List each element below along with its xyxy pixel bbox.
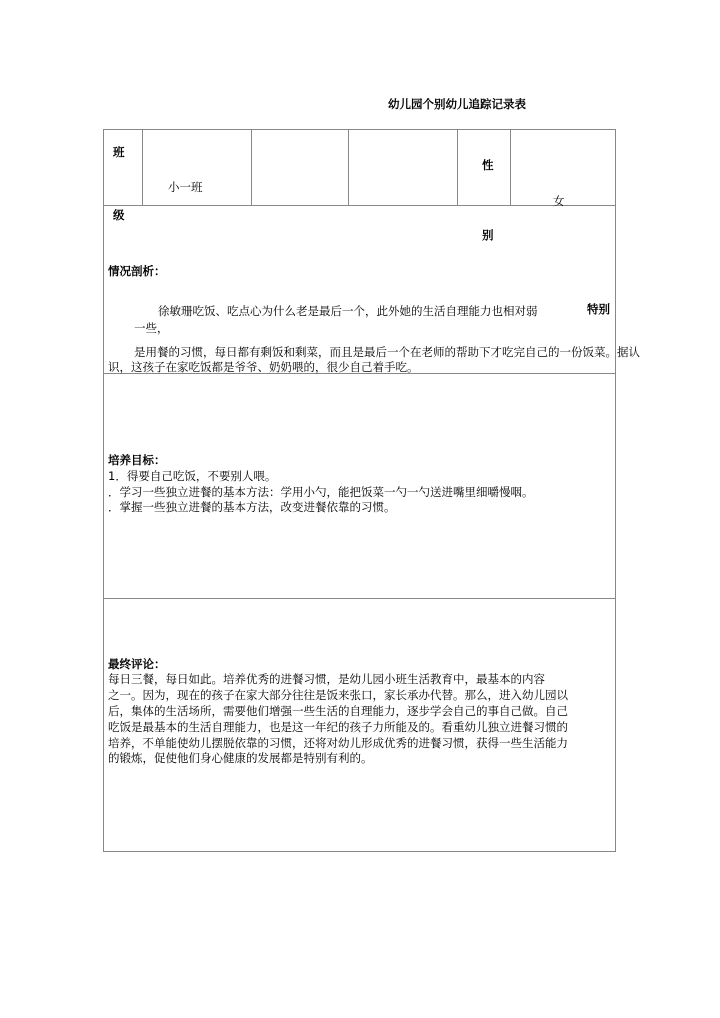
final-line: 后，集体的生活场所，需要他们增强一些生活的自理能力，逐步学会自己的事自己做。自己 xyxy=(108,704,568,718)
final-line: 每日三餐，每日如此。培养优秀的进餐习惯，是幼儿园小班生活教育中，最基本的内容 xyxy=(108,672,545,686)
table-border xyxy=(510,129,511,205)
goal-item: 1．得要自己吃饭，不要别人喂。 xyxy=(108,469,277,483)
goal-item: ．掌握一些独立进餐的基本方法，改变进餐依靠的习惯。 xyxy=(108,500,396,514)
final-line: 的锻炼，促使他们身心健康的发展都是特别有利的。 xyxy=(108,751,373,765)
table-border xyxy=(103,129,616,130)
table-border xyxy=(103,205,616,206)
table-border xyxy=(103,598,616,599)
class-label: 班 xyxy=(113,145,125,159)
final-heading: 最终评论： xyxy=(108,657,166,671)
goal-item: ．学习一些独立进餐的基本方法：学用小勺，能把饭菜一勺一勺送进嘴里细嚼慢咽。 xyxy=(108,485,534,499)
table-border xyxy=(103,851,616,852)
table-border xyxy=(142,129,143,205)
table-border xyxy=(251,129,252,205)
analysis-line: 徐敏珊吃饭、吃点心为什么老是最后一个，此外她的生活自理能力也相对弱 xyxy=(158,304,538,318)
final-line: 培养，不单能使幼儿摆脱依靠的习惯，还将对幼儿形成优秀的进餐习惯，获得一些生活能力 xyxy=(108,736,568,750)
analysis-line: 是用餐的习惯，每日都有剩饭和剩菜，而且是最后一个在老师的帮助下才吃完自己的一份饭菜。据认 xyxy=(134,345,640,359)
goals-heading: 培养目标： xyxy=(108,453,166,467)
class-label: 级 xyxy=(113,208,125,222)
final-line: 吃饭是最基本的生活自理能力，也是这一年纪的孩子力所能及的。看重幼儿独立进餐习惯的 xyxy=(108,720,568,734)
table-border xyxy=(348,129,349,205)
class-value: 小一班 xyxy=(168,180,203,194)
analysis-line: 一些， xyxy=(134,321,169,335)
table-border xyxy=(103,129,104,851)
gender-value: 女 xyxy=(553,194,565,208)
table-border xyxy=(457,129,458,205)
analysis-heading: 情况剖析： xyxy=(108,264,166,278)
document-title: 幼儿园个别幼儿追踪记录表 xyxy=(388,97,526,111)
table-border xyxy=(615,129,616,851)
gender-label: 性 xyxy=(482,158,494,172)
analysis-line: 识，这孩子在家吃饭都是爷爷、奶奶喂的，很少自己着手吃。 xyxy=(108,360,419,374)
gender-label: 别 xyxy=(482,228,494,242)
analysis-aside: 特别 xyxy=(587,302,610,316)
final-line: 之一。因为，现在的孩子在家大部分往往是饭来张口，家长承办代替。那么，进入幼儿园以 xyxy=(108,688,568,702)
